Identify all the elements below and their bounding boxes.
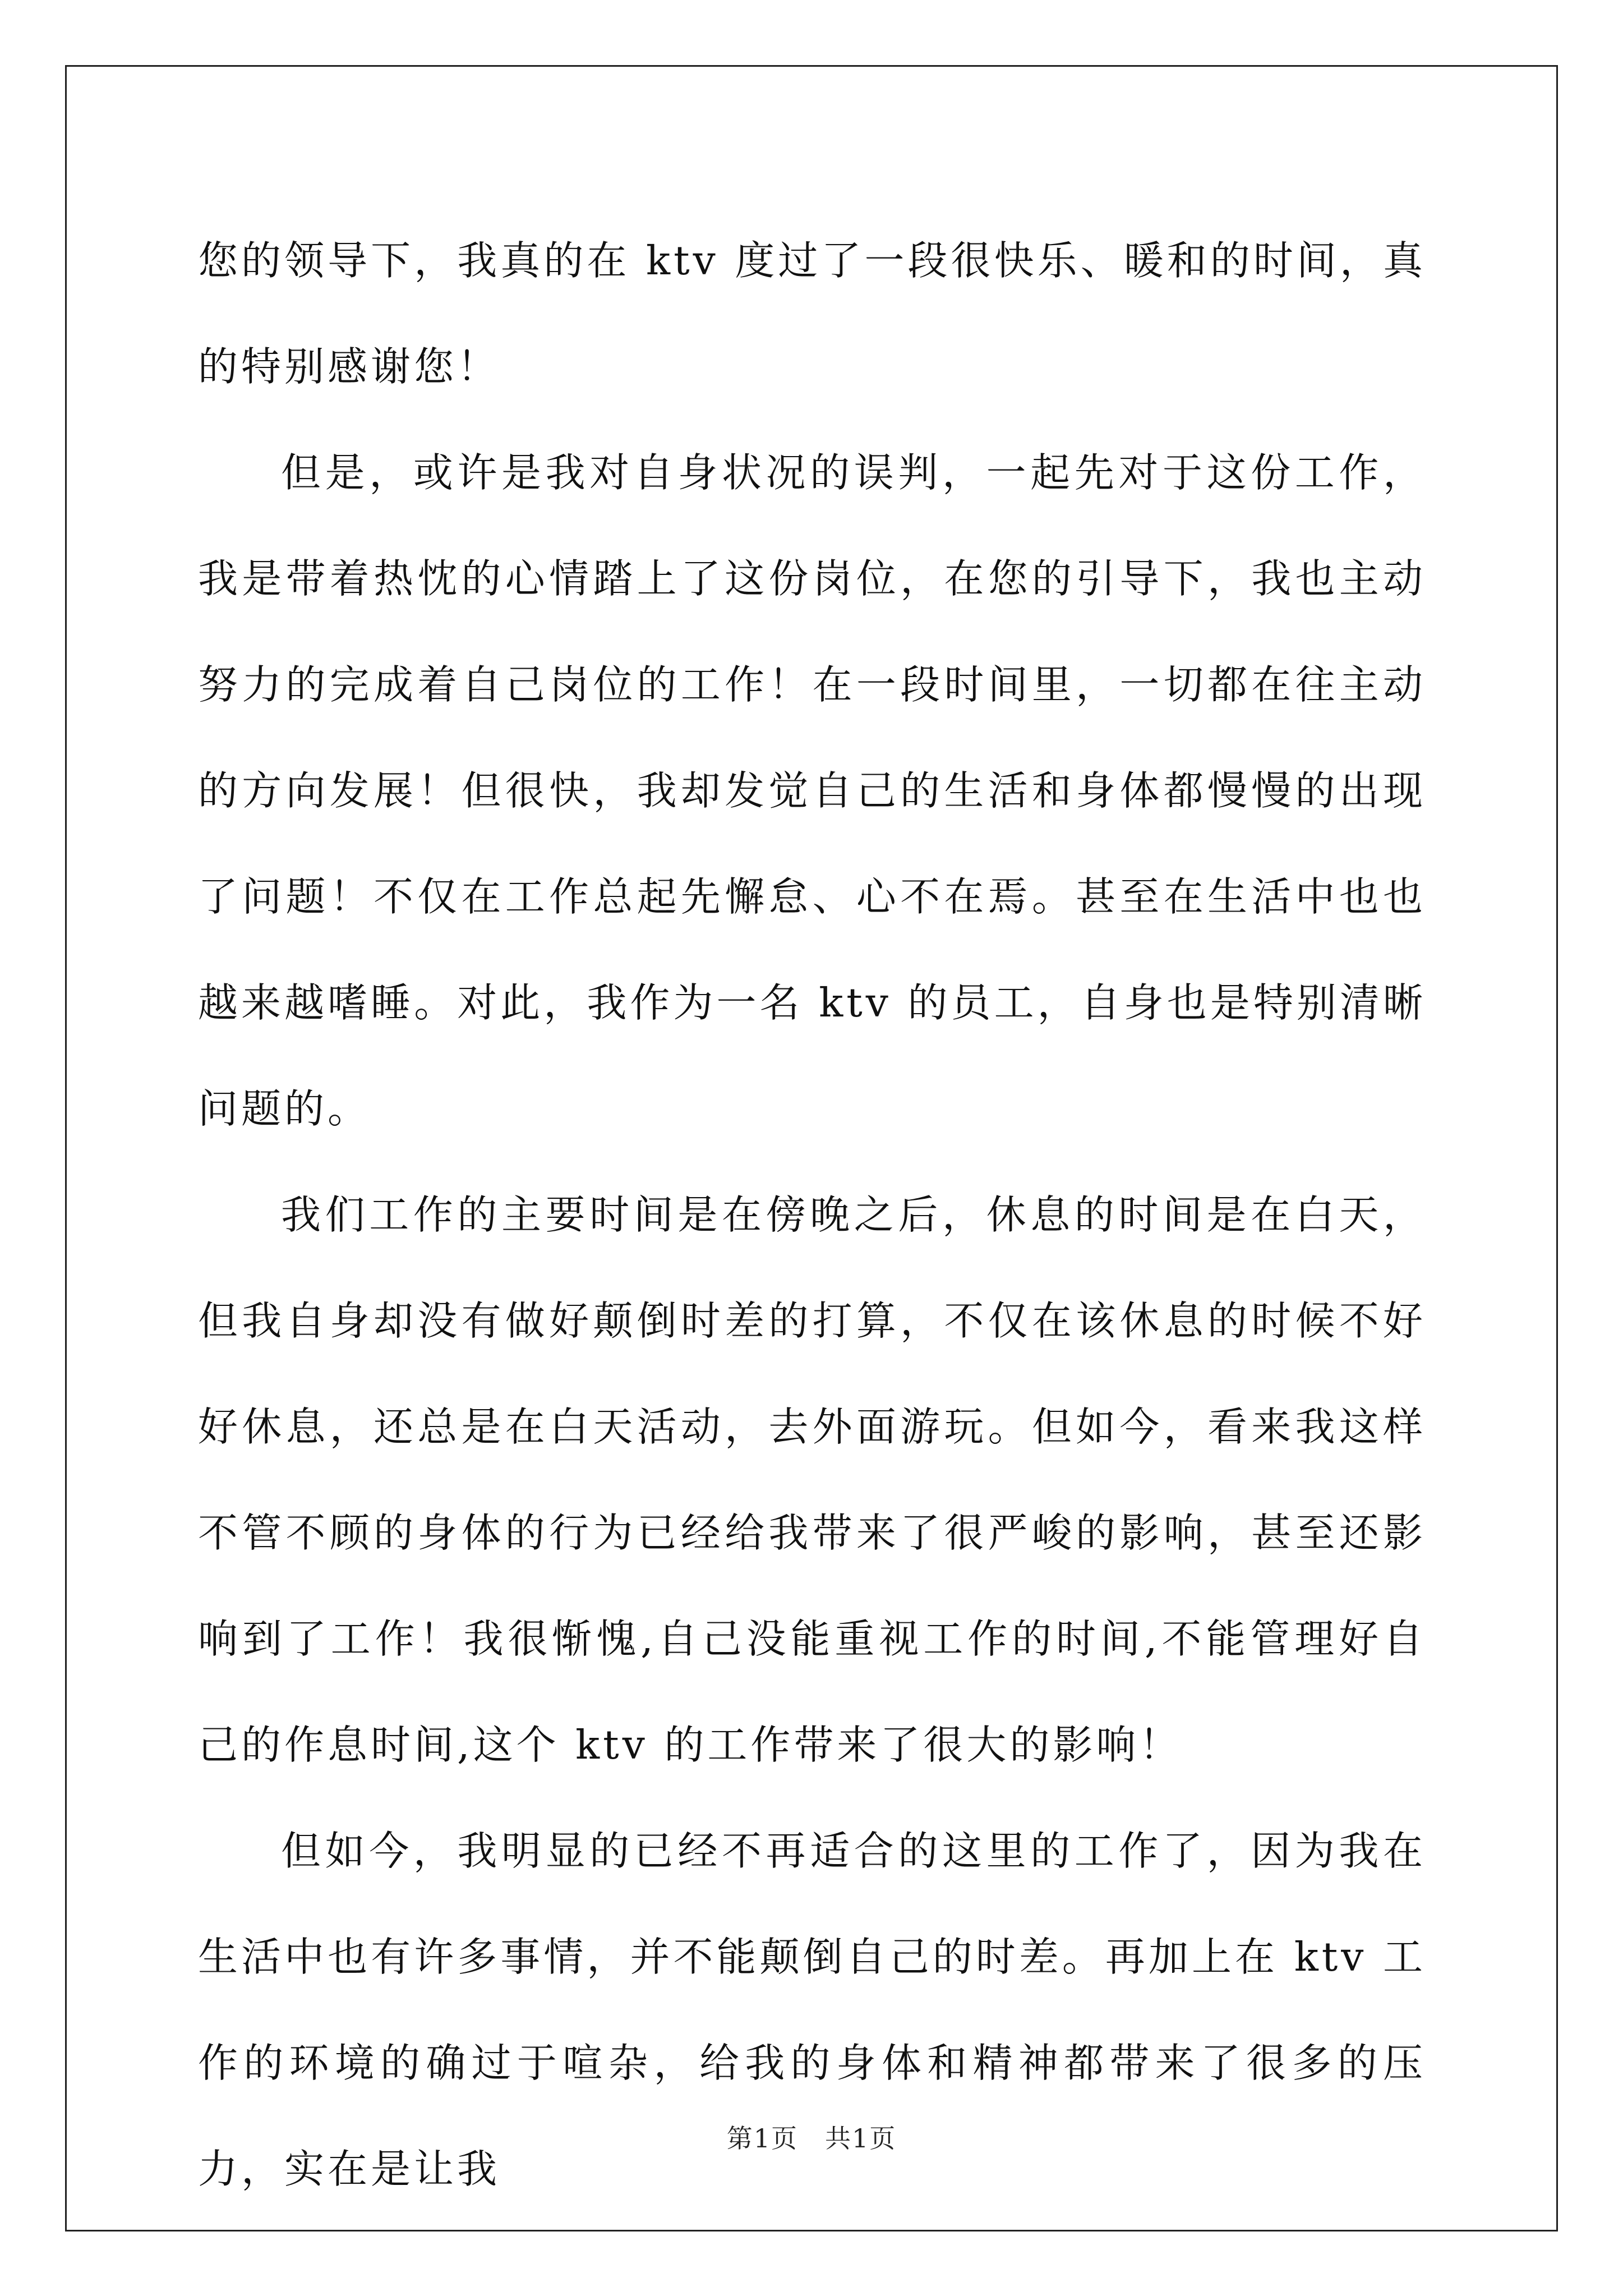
document-body xyxy=(198,208,1426,2222)
paragraph-1: 您的领导下，我真的在 ktv 度过了一段很快乐、暖和的时间，真的特别感谢您！ xyxy=(198,237,1426,390)
paragraph-2: 但是，或许是我对自身状况的误判，一起先对于这份工作，我是带着热忱的心情踏上了这份岗位，在您的引导下，我也主动努力的完成着自己岗位的工作！在一段时间里，一切都在往主动的方向发展！但很快，我却发觉自己的生活和身体都慢慢的出现了问题！不仅在工作总起先懈怠、心不在焉。甚至在生活中也也越来越嗜睡。对此，我作为一名 ktv 的员工，自身也是特别清晰问题的。 xyxy=(198,449,1426,1132)
page-number: 第1页 共1页 xyxy=(726,2123,897,2154)
paragraph-3: 我们工作的主要时间是在傍晚之后，休息的时间是在白天，但我自身却没有做好颠倒时差的打算，不仅在该休息的时候不好好休息，还总是在白天活动，去外面游玩。但如今，看来我这样不管不顾的身体的行为已经给我带来了很严峻的影响，甚至还影响到了工作！我很惭愧,自己没能重视工作的时间,不能管理好自己的作息时间,这个 ktv 的工作带来了很大的影响！ xyxy=(198,1191,1426,1768)
paragraph-4: 但如今，我明显的已经不再适合的这里的工作了，因为我在生活中也有许多事情，并不能颠倒自己的时差。再加上在 ktv 工作的环境的确过于喧杂，给我的身体和精神都带来了很多的压力，实在是让我 xyxy=(198,1828,1426,2192)
